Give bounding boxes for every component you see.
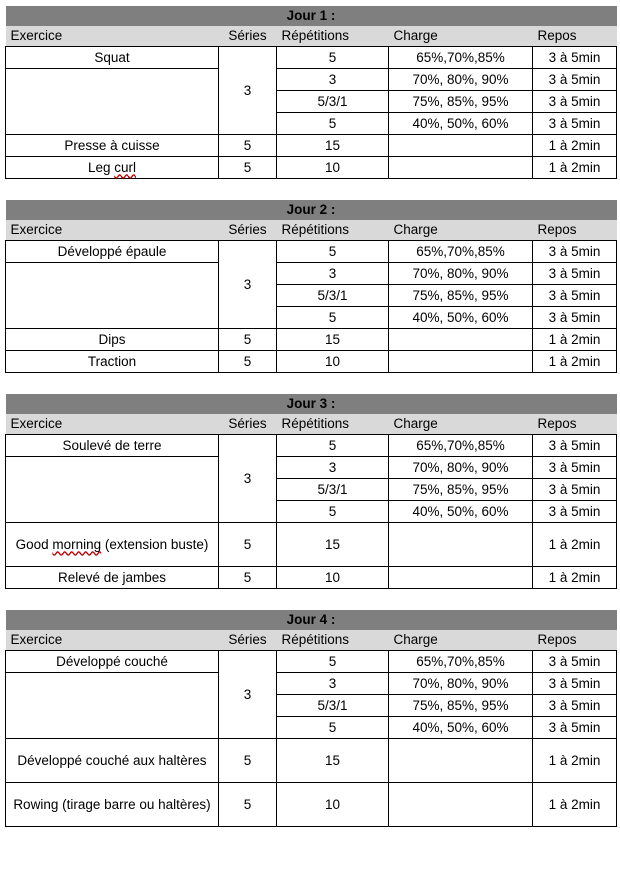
series-count: 5 [219,739,277,783]
day-table [5,6,617,179]
table-row [6,69,617,91]
column-header-reps: Répétitions [277,26,389,47]
day-table [5,610,617,827]
load-value: 70%, 80%, 90% [389,263,533,285]
load-value: 40%, 50%, 60% [389,307,533,329]
table-row [6,651,617,673]
table-row [6,435,617,457]
day-title: Jour 4 : [6,610,617,630]
day-title: Jour 1 : [6,6,617,26]
rest-value: 3 à 5min [533,695,617,717]
rest-value: 3 à 5min [533,241,617,263]
blank-cell [6,69,219,135]
reps-value: 15 [277,739,389,783]
series-count: 3 [219,47,277,135]
reps-value: 5 [277,717,389,739]
rest-value: 1 à 2min [533,567,617,589]
column-header-reps: Répétitions [277,630,389,651]
column-header-series: Séries [219,630,277,651]
rest-value: 3 à 5min [533,651,617,673]
exercise-name: Développé couché [6,651,219,673]
rest-value: 1 à 2min [533,783,617,827]
load-value: 75%, 85%, 95% [389,91,533,113]
load-value: 65%,70%,85% [389,47,533,69]
reps-value: 5 [277,241,389,263]
load-value [389,351,533,373]
blank-cell [6,673,219,739]
rest-value: 3 à 5min [533,91,617,113]
series-count: 5 [219,783,277,827]
reps-value: 10 [277,157,389,179]
load-value [389,523,533,567]
rest-value: 1 à 2min [533,739,617,783]
load-value: 70%, 80%, 90% [389,457,533,479]
exercise-name: Good morning (extension buste) [6,523,219,567]
column-header-reps: Répétitions [277,414,389,435]
reps-value: 10 [277,567,389,589]
reps-value: 5 [277,47,389,69]
table-row [6,241,617,263]
load-value: 40%, 50%, 60% [389,717,533,739]
table-row [6,263,617,285]
exercise-name: Traction [6,351,219,373]
load-value: 40%, 50%, 60% [389,113,533,135]
series-count: 3 [219,241,277,329]
column-header-load: Charge [389,26,533,47]
rest-value: 1 à 2min [533,329,617,351]
table-row [6,329,617,351]
table-row [6,157,617,179]
table-row [6,47,617,69]
series-count: 5 [219,329,277,351]
column-header-reps: Répétitions [277,220,389,241]
reps-value: 5 [277,501,389,523]
blank-cell [6,263,219,329]
table-row [6,673,617,695]
rest-value: 3 à 5min [533,717,617,739]
column-header-load: Charge [389,414,533,435]
series-count: 5 [219,157,277,179]
column-header-rest: Repos [533,414,617,435]
load-value: 70%, 80%, 90% [389,673,533,695]
exercise-name: Rowing (tirage barre ou haltères) [6,783,219,827]
table-row [6,135,617,157]
reps-value: 3 [277,457,389,479]
rest-value: 3 à 5min [533,501,617,523]
column-header-exercise: Exercice [6,414,219,435]
exercise-name: Développé couché aux haltères [6,739,219,783]
exercise-name: Relevé de jambes [6,567,219,589]
rest-value: 3 à 5min [533,47,617,69]
column-header-load: Charge [389,220,533,241]
reps-value: 3 [277,673,389,695]
load-value: 65%,70%,85% [389,241,533,263]
day-table [5,394,617,589]
exercise-name: Squat [6,47,219,69]
rest-value: 1 à 2min [533,351,617,373]
column-header-exercise: Exercice [6,26,219,47]
load-value: 65%,70%,85% [389,651,533,673]
exercise-name: Soulevé de terre [6,435,219,457]
table-row [6,739,617,783]
load-value: 75%, 85%, 95% [389,479,533,501]
rest-value: 3 à 5min [533,113,617,135]
blank-cell [6,457,219,523]
reps-value: 15 [277,329,389,351]
reps-value: 15 [277,523,389,567]
rest-value: 3 à 5min [533,673,617,695]
series-count: 5 [219,523,277,567]
load-value [389,567,533,589]
rest-value: 3 à 5min [533,435,617,457]
rest-value: 3 à 5min [533,307,617,329]
column-header-series: Séries [219,414,277,435]
rest-value: 1 à 2min [533,135,617,157]
load-value [389,329,533,351]
column-header-rest: Repos [533,26,617,47]
table-row [6,351,617,373]
day-table [5,200,617,373]
exercise-name: Dips [6,329,219,351]
reps-value: 3 [277,69,389,91]
load-value [389,739,533,783]
table-row [6,523,617,567]
reps-value: 15 [277,135,389,157]
load-value: 75%, 85%, 95% [389,695,533,717]
reps-value: 5 [277,113,389,135]
column-header-load: Charge [389,630,533,651]
load-value: 70%, 80%, 90% [389,69,533,91]
day-title: Jour 3 : [6,394,617,414]
exercise-name: Leg curl [6,157,219,179]
rest-value: 3 à 5min [533,457,617,479]
column-header-rest: Repos [533,220,617,241]
column-header-exercise: Exercice [6,630,219,651]
column-header-series: Séries [219,220,277,241]
column-header-series: Séries [219,26,277,47]
rest-value: 3 à 5min [533,285,617,307]
load-value [389,135,533,157]
table-row [6,567,617,589]
document-page [5,6,616,827]
table-row [6,457,617,479]
reps-value: 5 [277,651,389,673]
reps-value: 5/3/1 [277,91,389,113]
load-value [389,157,533,179]
column-header-exercise: Exercice [6,220,219,241]
exercise-name: Développé épaule [6,241,219,263]
reps-value: 3 [277,263,389,285]
series-count: 5 [219,351,277,373]
reps-value: 5 [277,435,389,457]
reps-value: 5/3/1 [277,479,389,501]
load-value: 75%, 85%, 95% [389,285,533,307]
reps-value: 5 [277,307,389,329]
reps-value: 10 [277,783,389,827]
table-row [6,783,617,827]
rest-value: 3 à 5min [533,263,617,285]
load-value: 40%, 50%, 60% [389,501,533,523]
load-value: 65%,70%,85% [389,435,533,457]
rest-value: 1 à 2min [533,157,617,179]
column-header-rest: Repos [533,630,617,651]
rest-value: 3 à 5min [533,69,617,91]
day-title: Jour 2 : [6,200,617,220]
exercise-name: Presse à cuisse [6,135,219,157]
rest-value: 1 à 2min [533,523,617,567]
reps-value: 10 [277,351,389,373]
series-count: 3 [219,651,277,739]
reps-value: 5/3/1 [277,285,389,307]
load-value [389,783,533,827]
series-count: 5 [219,135,277,157]
rest-value: 3 à 5min [533,479,617,501]
reps-value: 5/3/1 [277,695,389,717]
series-count: 3 [219,435,277,523]
series-count: 5 [219,567,277,589]
